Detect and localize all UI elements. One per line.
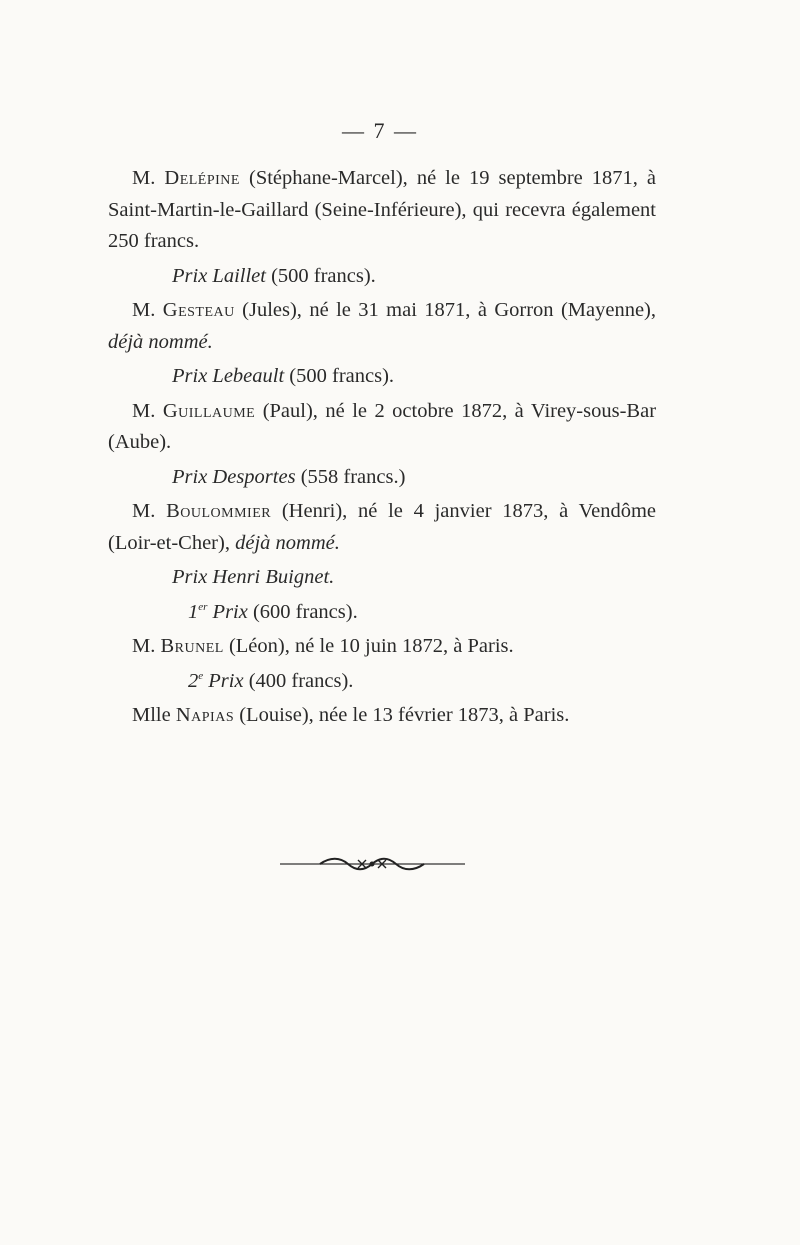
- prize-lebeault: [108, 361, 656, 393]
- entry-name: Delépine: [164, 167, 240, 189]
- entry-details: (Louise), née le 13 février 1873, à Paris.: [239, 704, 570, 726]
- prize-name: Prix Laillet: [172, 264, 266, 287]
- entry-title: M.: [132, 399, 156, 422]
- entry-details: (Henri), né le 4 janvier 1873, à Vendôme (Loir-et-Cher),: [108, 500, 657, 554]
- prize-name: Prix Desportes: [172, 465, 296, 488]
- prize-rank: 2e: [188, 669, 204, 692]
- prize-buignet-first: [108, 597, 656, 629]
- prize-name: Prix: [208, 669, 244, 692]
- prize-laillet: [108, 261, 656, 293]
- entry-name: Boulommier: [166, 500, 272, 522]
- prize-amount: (600 francs).: [252, 600, 358, 623]
- entry-name: Guillaume: [162, 399, 256, 422]
- prize-buignet: [108, 562, 656, 594]
- prize-name: Prix Henri Buignet.: [172, 566, 335, 588]
- entry-title: M.: [132, 635, 156, 657]
- entry-name: Napias: [175, 704, 235, 726]
- prize-amount: (500 francs).: [289, 365, 395, 387]
- entry-boulommier: [108, 496, 656, 559]
- entry-details: (Jules), né le 31 mai 1871, à Gorron (Mayenne),: [242, 299, 656, 321]
- prize-rank: 1er: [188, 600, 208, 623]
- prize-amount: (558 francs.): [300, 465, 406, 488]
- entry-details: (Stéphane-Marcel), né le 19 septembre 1871, à Saint-Martin-le-Gaillard (Seine-Inférieure), qui recevra également 250 francs.: [108, 167, 657, 252]
- entry-title: Mlle: [132, 704, 171, 726]
- prize-amount: (400 francs).: [248, 669, 354, 692]
- page-number: — 7 —: [342, 118, 418, 143]
- entry-title: M.: [132, 167, 156, 189]
- prize-name: Prix: [212, 600, 248, 623]
- prize-desportes: [108, 462, 656, 494]
- entry-napias: [108, 700, 656, 732]
- entry-name: Gesteau: [162, 299, 235, 321]
- entry-guillaume: [108, 396, 656, 459]
- prize-name: Prix Lebeault: [172, 365, 285, 387]
- entry-title: M.: [132, 299, 156, 321]
- entry-details: (Paul), né le 2 octobre 1872, à Virey-sous-Bar (Aube).: [108, 399, 657, 453]
- prize-amount: (500 francs).: [271, 264, 376, 287]
- decorative-rule-icon: [280, 854, 465, 874]
- entry-name: Brunel: [160, 635, 224, 657]
- entry-delepine: [108, 163, 656, 258]
- entry-gesteau: [108, 295, 656, 358]
- entry-brunel: [108, 631, 656, 663]
- entry-note: déjà nommé.: [108, 330, 213, 353]
- entry-details: (Léon), né le 10 juin 1872, à Paris.: [228, 635, 514, 657]
- document-body: [108, 163, 656, 732]
- entry-title: M.: [132, 500, 156, 522]
- entry-note: déjà nommé.: [235, 531, 340, 554]
- prize-buignet-second: [108, 666, 656, 698]
